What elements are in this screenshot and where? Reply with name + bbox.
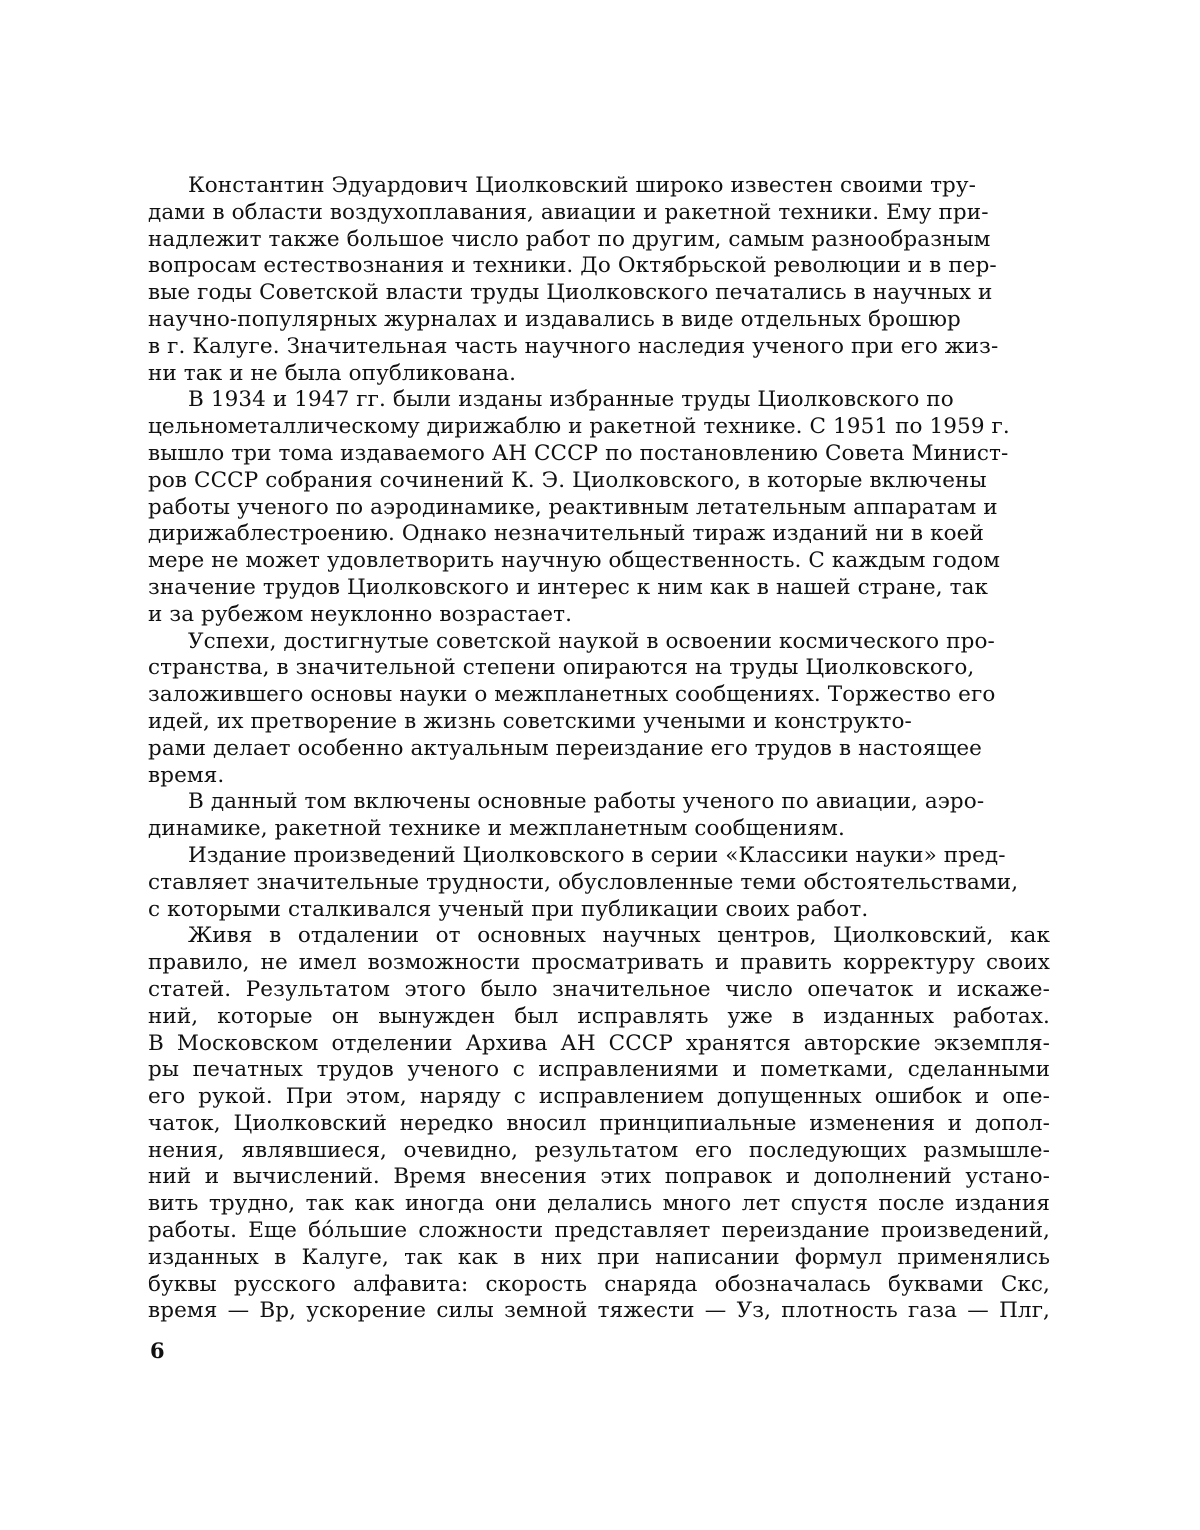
page-body: [148, 173, 1050, 1325]
paragraph-1: Константин Эдуардович Циолковский широко известен своими тру- дами в области воздухоплавания, авиации и ракетной техники. Ему при- надлежит также большое число работ по другим, самым разнообразным вопросам естествознания и техники. До Октябрьской революции и в пер- вые годы Советской власти труды Циолковского печатались в научных и научно-популярных журналах и издавались в виде отдельных брошюр в г. Калуге. Значительная часть научного наследия ученого при его жиз- ни так и не была опубликована.: [148, 173, 999, 386]
paragraph-6: Живя в отдалении от основных научных центров, Циолковский, как правило, не имел возможности просматривать и править корректуру своих статей. Результатом этого было значительное число опечаток и искаже- ний, которые он вынужден был исправлять уже в изданных работах. В Московском отделении Архива АН СССР хранятся авторские экземпля- ры печатных трудов ученого с исправлениями и пометками, сделанными его рукой. При этом, наряду с исправлением допущенных ошибок и опе- чаток, Циолковский нередко вносил принципиальные изменения и допол- нения, являвшиеся, очевидно, результатом его последующих размышле- ний и вычислений. Время внесения этих поправок и дополнений устано- вить трудно, так как иногда они делались много лет спустя после издания работы. Еще бóльшие сложности представляет переиздание произведений, изданных в Калуге, так как в них при написании формул применялись буквы русского алфавита: скорость снаряда обозначалась буквами Скс, время — Вр, ускорение силы земной тяжести — Уз, плотность газа — Плг,: [148, 923, 1050, 1324]
paragraph-5: Издание произведений Циолковского в серии «Классики науки» пред- ставляет значительные трудности, обусловленные теми обстоятельствами, с которыми сталкивался ученый при публикации своих работ.: [148, 842, 1019, 922]
page-number: 6: [150, 1338, 165, 1363]
paragraph-3: Успехи, достигнутые советской наукой в освоении космического про- странства, в значительной степени опираются на труды Циолковского, заложившего основы науки о межпланетных сообщениях. Торжество его идей, их претворение в жизнь советскими учеными и конструкто- рами делает особенно актуальным переиздание его трудов в настоящее время.: [148, 628, 996, 788]
paragraph-2: В 1934 и 1947 гг. были изданы избранные труды Циолковского по цельнометаллическому дирижаблю и ракетной технике. С 1951 по 1959 г. вышло три тома издаваемого АН СССР по постановлению Совета Минист- ров СССР собрания сочинений К. Э. Циолковского, в которые включены работы ученого по аэродинамике, реактивным летательным аппаратам и дирижаблестроению. Однако незначительный тираж изданий ни в коей мере не может удовлетворить научную общественность. С каждым годом значение трудов Циолковского и интерес к ним как в нашей стране, так и за рубежом неуклонно возрастает.: [148, 387, 1010, 627]
paragraph-4: В данный том включены основные работы ученого по авиации, аэро- динамике, ракетной технике и межпланетным сообщениям.: [148, 789, 985, 842]
